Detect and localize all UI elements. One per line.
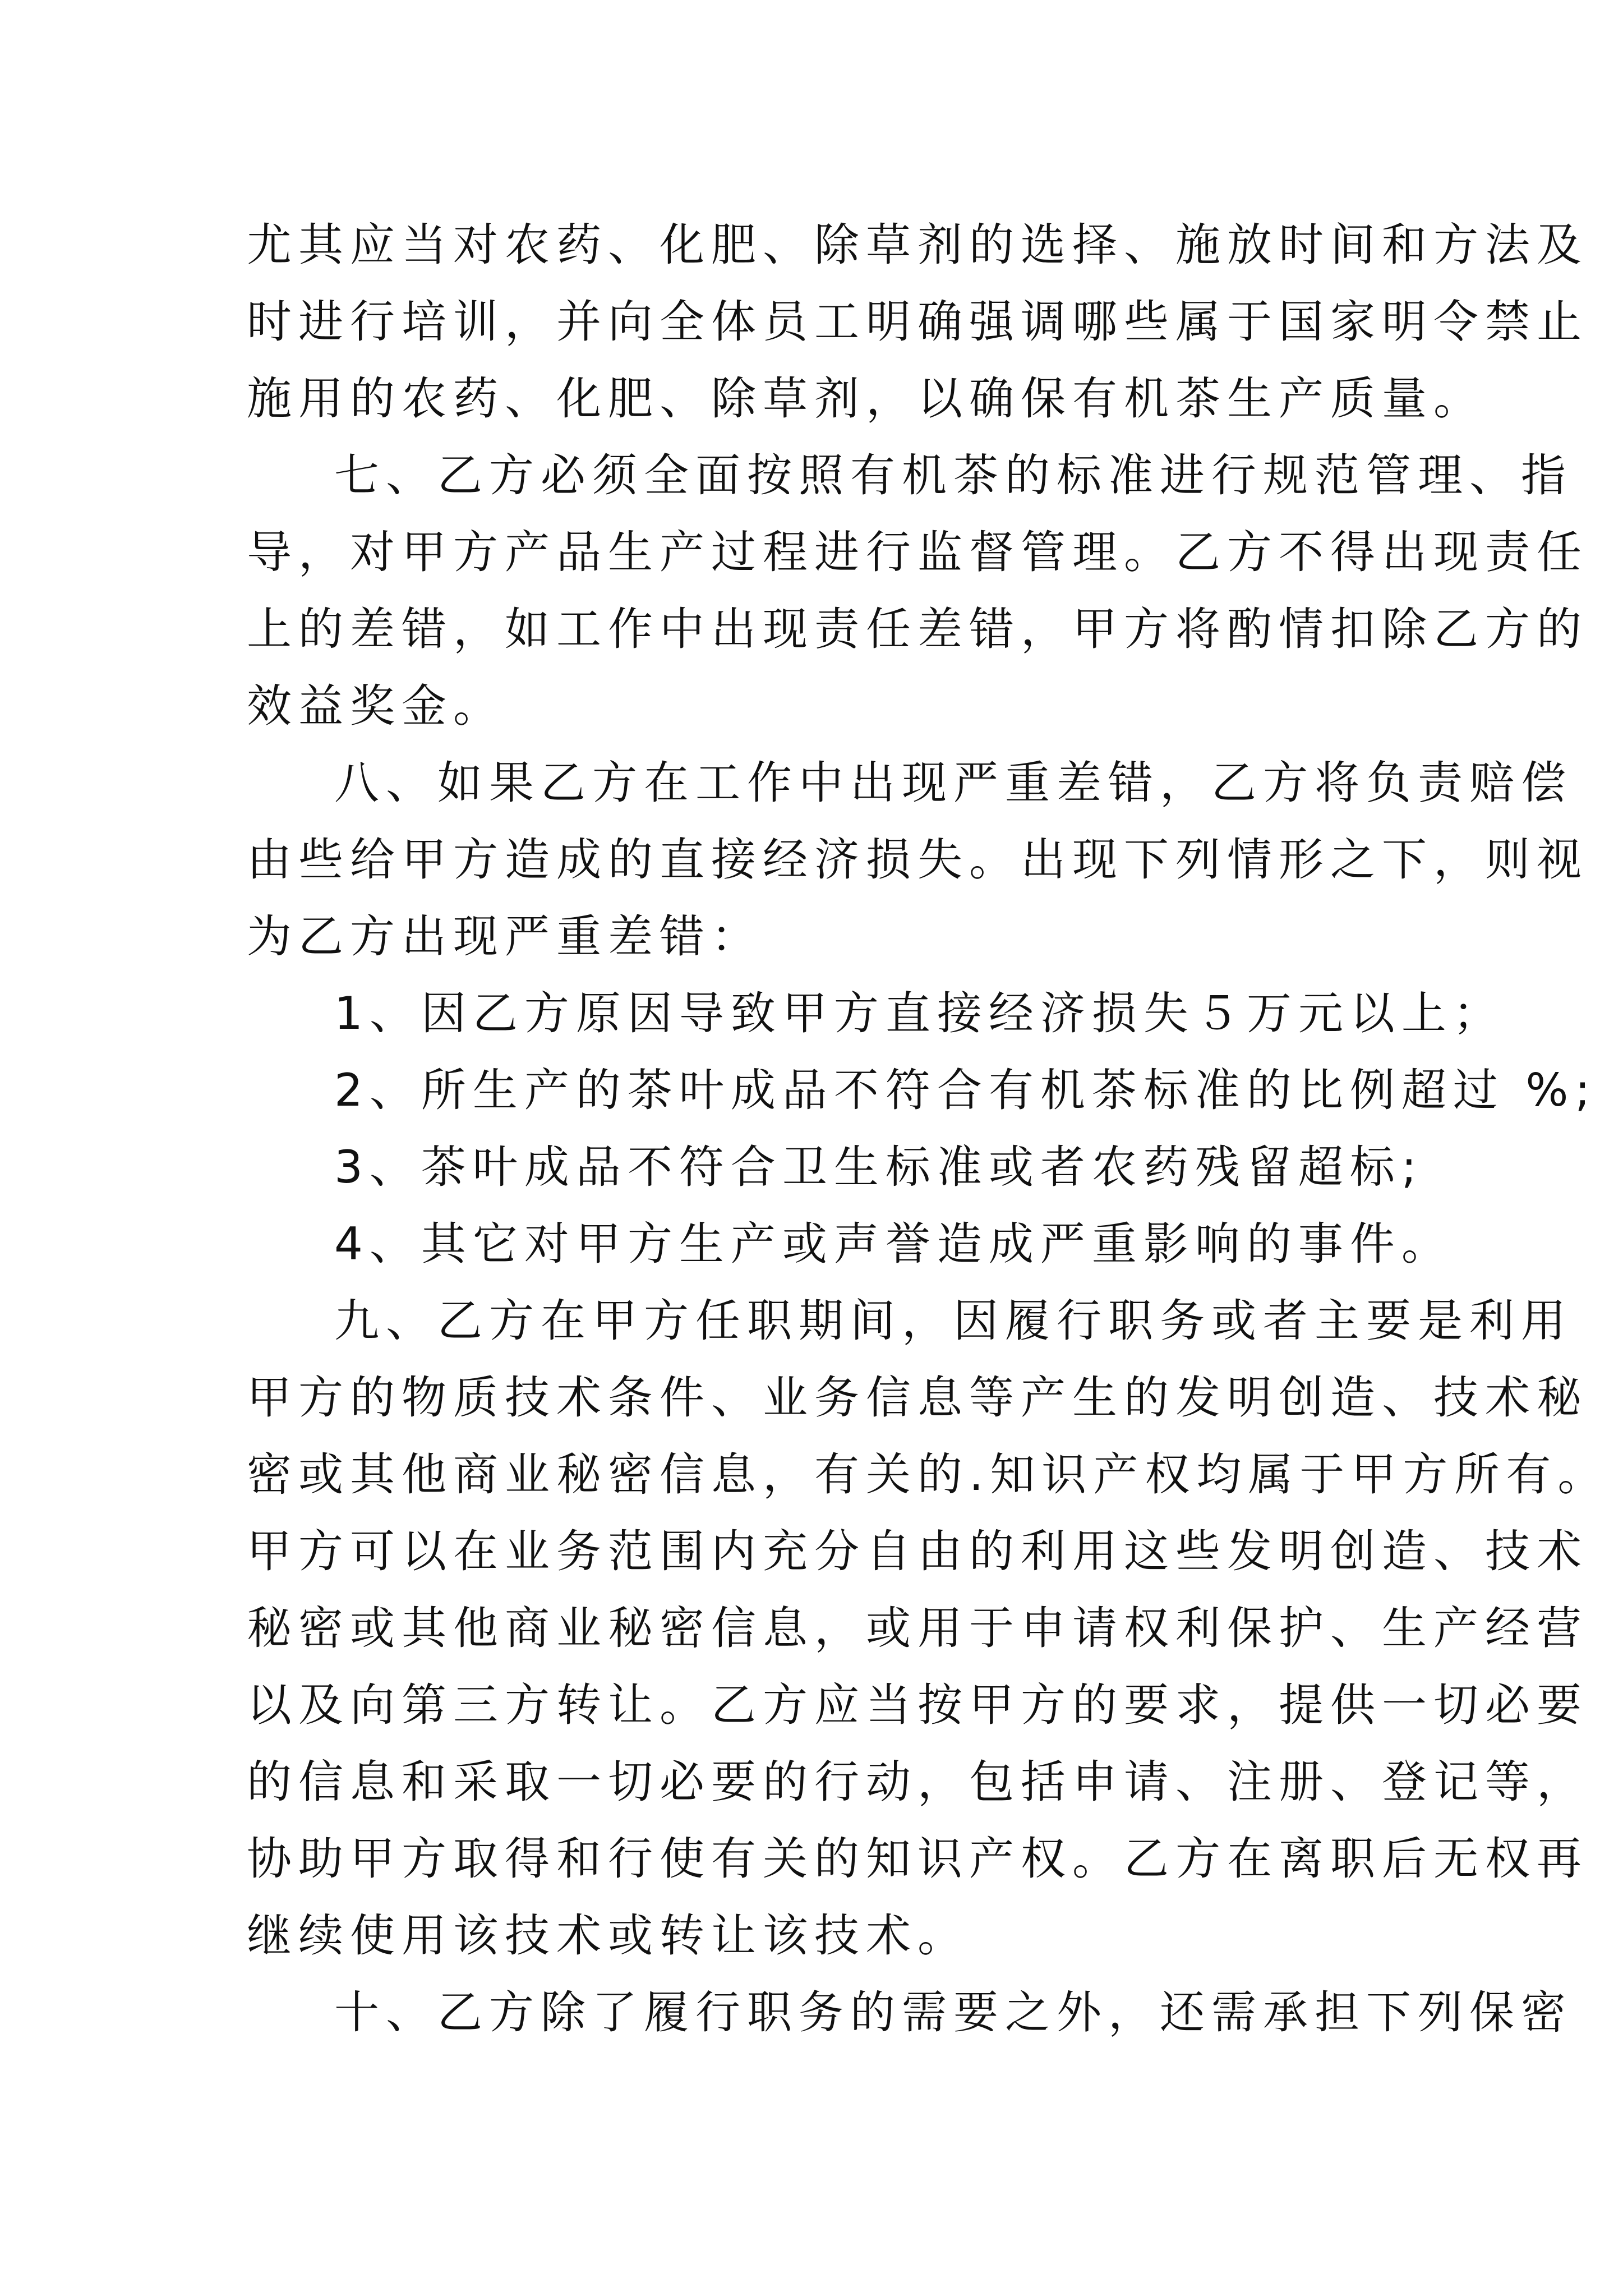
text-line: 4、其它对甲方生产或声誉造成严重影响的事件。 (334, 1218, 1453, 1270)
paragraph (247, 975, 1505, 1052)
text-line: 时进行培训，并向全体员工明确强调哪些属于国家明令禁止 (247, 296, 1588, 348)
paragraph (247, 1974, 1573, 2051)
text-line: 九、乙方在甲方任职期间，因履行职务或者主要是利用 (334, 1295, 1573, 1347)
text-line: 密或其他商业秘密信息，有关的.知识产权均属于甲方所有。 (247, 1448, 1610, 1501)
text-line: 秘密或其他商业秘密信息，或用于申请权利保护、生产经营 (247, 1602, 1588, 1654)
text-line: 尤其应当对农药、化肥、除草剂的选择、施放时间和方法及 (247, 219, 1588, 271)
text-line: 八、如果乙方在工作中出现严重差错，乙方将负责赔偿 (334, 757, 1573, 809)
paragraph (247, 437, 1588, 744)
text-line: 效益奖金。 (247, 680, 505, 732)
text-line: 十、乙方除了履行职务的需要之外，还需承担下列保密 (334, 1986, 1573, 2039)
text-line: 1、因乙方原因导致甲方直接经济损失５万元以上； (334, 987, 1505, 1039)
text-line: 甲方可以在业务范围内充分自由的利用这些发明创造、技术 (247, 1525, 1588, 1577)
text-line: 协助甲方取得和行使有关的知识产权。乙方在离职后无权再 (247, 1833, 1588, 1885)
paragraph (247, 1129, 1423, 1205)
paragraph (247, 1205, 1453, 1282)
text-line: 的信息和采取一切必要的行动，包括申请、注册、登记等， (247, 1756, 1588, 1808)
text-line: 3、茶叶成品不符合卫生标准或者农药残留超标; (334, 1141, 1423, 1193)
paragraph (247, 1282, 1610, 1974)
text-line: 2、所生产的茶叶成品不符合有机茶标准的比例超过 %; (334, 1064, 1597, 1116)
text-line: 上的差错，如工作中出现责任差错，甲方将酌情扣除乙方的 (247, 603, 1588, 655)
text-line: 甲方的物质技术条件、业务信息等产生的发明创造、技术秘 (247, 1372, 1588, 1424)
text-line: 由些给甲方造成的直接经济损失。出现下列情形之下，则视 (247, 834, 1588, 886)
text-line: 七、乙方必须全面按照有机茶的标准进行规范管理、指 (334, 449, 1573, 501)
text-line: 为乙方出现严重差错： (247, 910, 763, 963)
document-body (247, 206, 1610, 2051)
text-line: 导，对甲方产品生产过程进行监督管理。乙方不得出现责任 (247, 526, 1588, 578)
text-line: 以及向第三方转让。乙方应当按甲方的要求，提供一切必要 (247, 1679, 1588, 1731)
paragraph (247, 1052, 1597, 1129)
text-line: 继续使用该技术或转让该技术。 (247, 1910, 969, 1962)
paragraph (247, 744, 1588, 975)
paragraph (247, 206, 1588, 437)
text-line: 施用的农药、化肥、除草剂，以确保有机茶生产质量。 (247, 372, 1485, 425)
